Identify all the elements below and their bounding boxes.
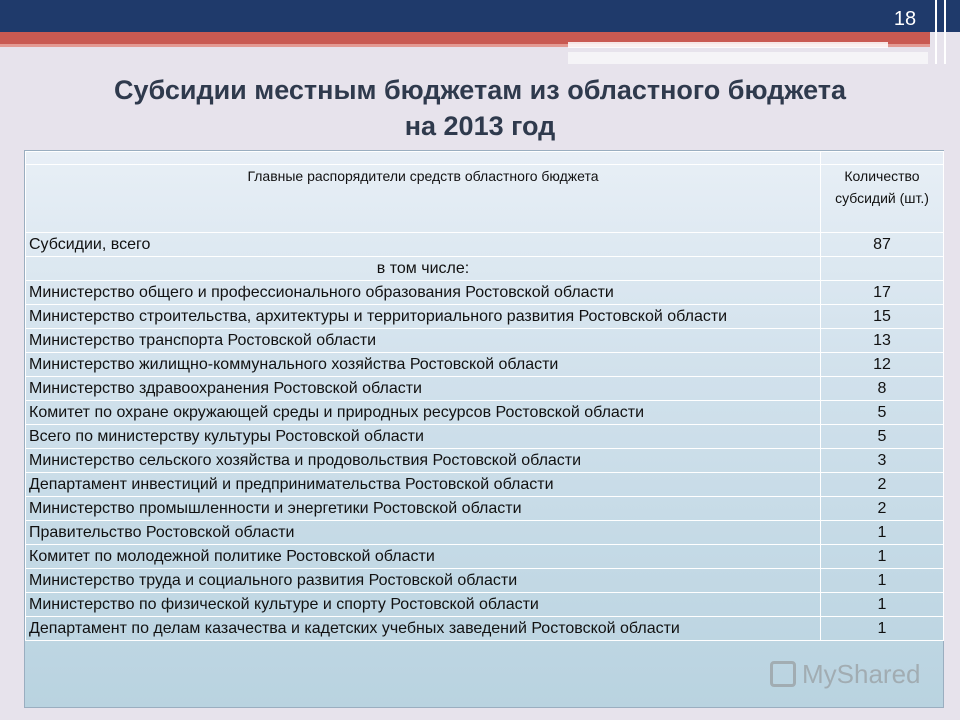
including-label: в том числе: bbox=[26, 257, 821, 281]
row-count: 17 bbox=[821, 281, 944, 305]
row-count: 1 bbox=[821, 617, 944, 641]
table-row bbox=[26, 377, 944, 401]
title-line-1: Субсидии местным бюджетам из областного бюджета bbox=[114, 75, 846, 105]
table-row bbox=[26, 497, 944, 521]
subsidies-table bbox=[24, 150, 944, 708]
row-count: 2 bbox=[821, 473, 944, 497]
row-count: 1 bbox=[821, 593, 944, 617]
table-row bbox=[26, 401, 944, 425]
table-row bbox=[26, 545, 944, 569]
table-row bbox=[26, 449, 944, 473]
table-row bbox=[26, 329, 944, 353]
row-count: 5 bbox=[821, 425, 944, 449]
watermark bbox=[770, 656, 930, 692]
total-label: Субсидии, всего bbox=[26, 233, 821, 257]
row-count: 13 bbox=[821, 329, 944, 353]
row-count: 5 bbox=[821, 401, 944, 425]
row-count: 1 bbox=[821, 569, 944, 593]
row-name: Министерство транспорта Ростовской области bbox=[26, 329, 821, 353]
decor-vline bbox=[944, 0, 946, 64]
row-name: Министерство общего и профессионального образования Ростовской области bbox=[26, 281, 821, 305]
row-name: Министерство сельского хозяйства и продовольствия Ростовской области bbox=[26, 449, 821, 473]
row-name: Комитет по охране окружающей среды и природных ресурсов Ростовской области bbox=[26, 401, 821, 425]
row-name: Министерство жилищно-коммунального хозяйства Ростовской области bbox=[26, 353, 821, 377]
row-name: Всего по министерству культуры Ростовской области bbox=[26, 425, 821, 449]
row-count: 8 bbox=[821, 377, 944, 401]
row-name: Министерство труда и социального развития Ростовской области bbox=[26, 569, 821, 593]
row-count: 1 bbox=[821, 545, 944, 569]
table-row bbox=[26, 473, 944, 497]
row-name: Правительство Ростовской области bbox=[26, 521, 821, 545]
page-number: 18 bbox=[893, 8, 917, 30]
row-count: 2 bbox=[821, 497, 944, 521]
row-count: 3 bbox=[821, 449, 944, 473]
table-row bbox=[26, 521, 944, 545]
watermark-text: MyShared bbox=[802, 658, 921, 689]
table-row bbox=[26, 593, 944, 617]
total-value: 87 bbox=[821, 233, 944, 257]
table-spacer-row bbox=[26, 152, 944, 165]
top-banner bbox=[0, 0, 960, 32]
including-row bbox=[26, 257, 944, 281]
page-title bbox=[0, 72, 960, 144]
table-row bbox=[26, 617, 944, 641]
table-row bbox=[26, 305, 944, 329]
row-name: Министерство строительства, архитектуры и территориального развития Ростовской области bbox=[26, 305, 821, 329]
row-count: 15 bbox=[821, 305, 944, 329]
row-name: Департамент по делам казачества и кадетских учебных заведений Ростовской области bbox=[26, 617, 821, 641]
table-row bbox=[26, 353, 944, 377]
table-row bbox=[26, 425, 944, 449]
monitor-icon bbox=[770, 661, 796, 687]
decor-vline bbox=[935, 0, 937, 64]
header-col-count: Количество субсидий (шт.) bbox=[821, 165, 944, 233]
row-count: 12 bbox=[821, 353, 944, 377]
header-col-distributors: Главные распорядители средств областного бюджета bbox=[26, 165, 821, 233]
row-count: 1 bbox=[821, 521, 944, 545]
row-name: Министерство промышленности и энергетики Ростовской области bbox=[26, 497, 821, 521]
decor-line bbox=[568, 52, 928, 64]
row-name: Министерство здравоохранения Ростовской области bbox=[26, 377, 821, 401]
decor-line bbox=[568, 42, 888, 48]
total-row bbox=[26, 233, 944, 257]
row-name: Комитет по молодежной политике Ростовской области bbox=[26, 545, 821, 569]
row-name: Департамент инвестиций и предпринимательства Ростовской области bbox=[26, 473, 821, 497]
table-row bbox=[26, 281, 944, 305]
row-name: Министерство по физической культуре и спорту Ростовской области bbox=[26, 593, 821, 617]
table-header-row bbox=[26, 165, 944, 233]
title-line-2: на 2013 год bbox=[404, 111, 556, 141]
table-row bbox=[26, 569, 944, 593]
